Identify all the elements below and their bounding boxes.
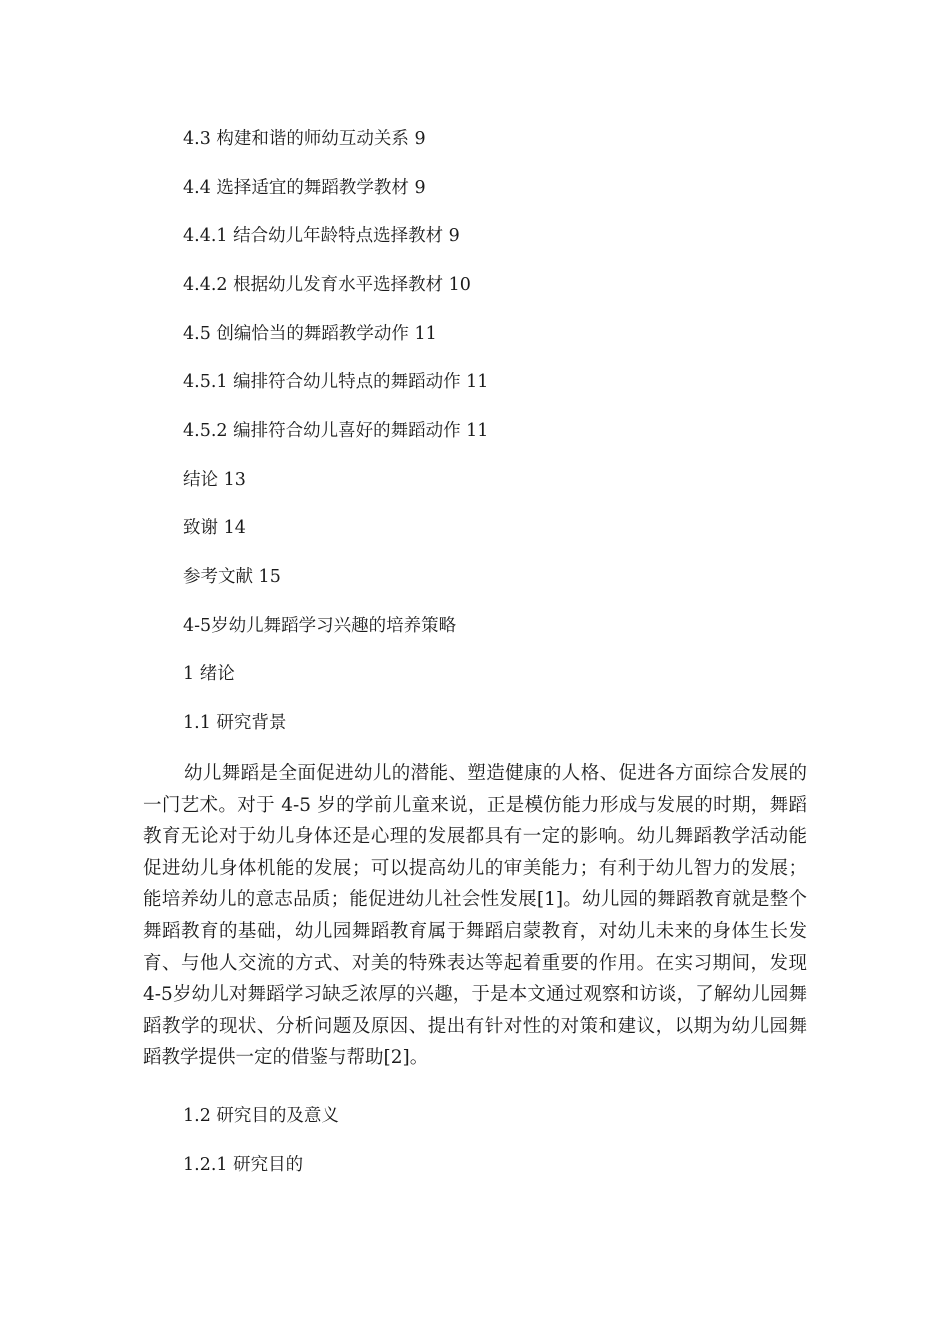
toc-entry-4-5: 4.5 创编恰当的舞蹈教学动作 11: [183, 324, 437, 344]
heading-research-background: 1.1 研究背景: [183, 713, 287, 733]
toc-entry-acknowledgements: 致谢 14: [183, 518, 246, 538]
toc-entry-4-5-1: 4.5.1 编排符合幼儿特点的舞蹈动作 11: [183, 372, 489, 392]
document-title: 4-5岁幼儿舞蹈学习兴趣的培养策略: [183, 616, 457, 636]
toc-entry-references: 参考文献 15: [183, 567, 281, 587]
toc-entry-4-4-2: 4.4.2 根据幼儿发育水平选择教材 10: [183, 275, 471, 295]
toc-entry-4-3: 4.3 构建和谐的师幼互动关系 9: [183, 129, 426, 149]
toc-entry-4-4: 4.4 选择适宜的舞蹈教学教材 9: [183, 178, 426, 198]
toc-entry-4-4-1: 4.4.1 结合幼儿年龄特点选择教材 9: [183, 226, 460, 246]
heading-introduction: 1 绪论: [183, 664, 235, 684]
toc-entry-4-5-2: 4.5.2 编排符合幼儿喜好的舞蹈动作 11: [183, 421, 489, 441]
toc-entry-conclusion: 结论 13: [183, 470, 246, 490]
heading-research-purpose-significance: 1.2 研究目的及意义: [183, 1106, 339, 1126]
body-paragraph: 幼儿舞蹈是全面促进幼儿的潜能、塑造健康的人格、促进各方面综合发展的一门艺术。对于 4-5 岁的学前儿童来说，正是模仿能力形成与发展的时期，舞蹈教育无论对于幼儿身体还是心理的发展都具有一定的影响。幼儿舞蹈教学活动能促进幼儿身体机能的发展；可以提高幼儿的审美能力；有利于幼儿智力的发展；能培养幼儿的意志品质；能促进幼儿社会性发展[1]。幼儿园的舞蹈教育就是整个舞蹈教育的基础，幼儿园舞蹈教育属于舞蹈启蒙教育，对幼儿未来的身体生长发育、与他人交流的方式、对美的特殊表达等起着重要的作用。在实习期间，发现4-5岁幼儿对舞蹈学习缺乏浓厚的兴趣，于是本文通过观察和访谈，了解幼儿园舞蹈教学的现状、分析问题及原因、提出有针对性的对策和建议，以期为幼儿园舞蹈教学提供一定的借鉴与帮助[2]。: [143, 763, 807, 1069]
heading-research-purpose: 1.2.1 研究目的: [183, 1155, 304, 1175]
